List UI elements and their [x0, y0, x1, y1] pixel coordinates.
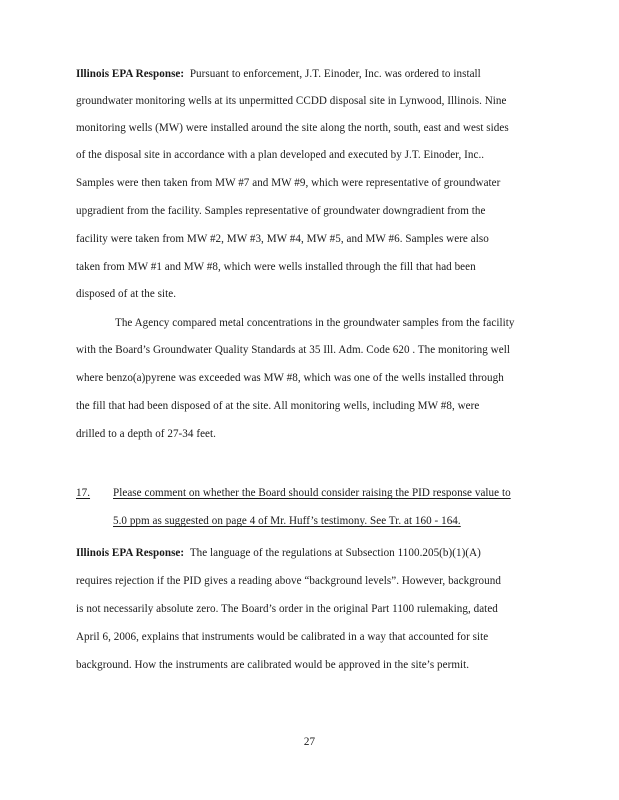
response-1-line-4: of the disposal site in accordance with a plan developed and executed by J.T. Einoder, Inc..	[76, 149, 485, 161]
response-2-line-2: requires rejection if the PID gives a reading above “background levels”. However, background	[76, 575, 501, 587]
question-17-line-1: Please comment on whether the Board should consider raising the PID response value to	[113, 487, 511, 499]
response-1-text: Pursuant to enforcement, J.T. Einoder, Inc. was ordered to install	[189, 68, 481, 80]
response-1-line-6: upgradient from the facility. Samples representative of groundwater downgradient from the	[76, 205, 486, 217]
page-number: 27	[303, 736, 316, 748]
response-1-line-8: taken from MW #1 and MW #8, which were wells installed through the fill that had been	[76, 261, 476, 273]
question-17-number: 17.	[76, 487, 91, 499]
response-2-line-3: is not necessarily absolute zero. The Board’s order in the original Part 1100 rulemaking, dated	[76, 603, 498, 615]
question-17-line-2: 5.0 ppm as suggested on page 4 of Mr. Huff’s testimony. See Tr. at 160 - 164.	[113, 515, 461, 527]
response-1-line-3: monitoring wells (MW) were installed around the site along the north, south, east and west sides	[76, 122, 509, 134]
response-1-line-1	[76, 68, 481, 81]
response-1-line-2: groundwater monitoring wells at its unpermitted CCDD disposal site in Lynwood, Illinois. Nine	[76, 95, 507, 107]
paragraph-2-line-1: The Agency compared metal concentrations in the groundwater samples from the facility	[115, 317, 515, 329]
response-1-label: Illinois EPA Response:	[76, 68, 185, 80]
paragraph-2-line-5: drilled to a depth of 27-34 feet.	[76, 428, 216, 440]
response-1-line-5: Samples were then taken from MW #7 and MW #9, which were representative of groundwater	[76, 177, 501, 189]
paragraph-2-line-4: the fill that had been disposed of at the site. All monitoring wells, including MW #8, were	[76, 400, 480, 412]
response-1-line-9: disposed of at the site.	[76, 288, 177, 300]
response-2-line-5: background. How the instruments are calibrated would be approved in the site’s permit.	[76, 659, 470, 671]
response-1-line-7: facility were taken from MW #2, MW #3, MW #4, MW #5, and MW #6. Samples were also	[76, 233, 489, 245]
response-2-line-4: April 6, 2006, explains that instruments would be calibrated in a way that accounted for site	[76, 631, 489, 643]
paragraph-2-line-3: where benzo(a)pyrene was exceeded was MW #8, which was one of the wells installed through	[76, 372, 504, 384]
response-2-line-1	[76, 547, 481, 560]
paragraph-2-line-2: with the Board’s Groundwater Quality Standards at 35 Ill. Adm. Code 620 . The monitoring well	[76, 344, 510, 356]
response-2-text: The language of the regulations at Subsection 1100.205(b)(1)(A)	[189, 547, 481, 559]
response-2-label: Illinois EPA Response:	[76, 547, 185, 559]
